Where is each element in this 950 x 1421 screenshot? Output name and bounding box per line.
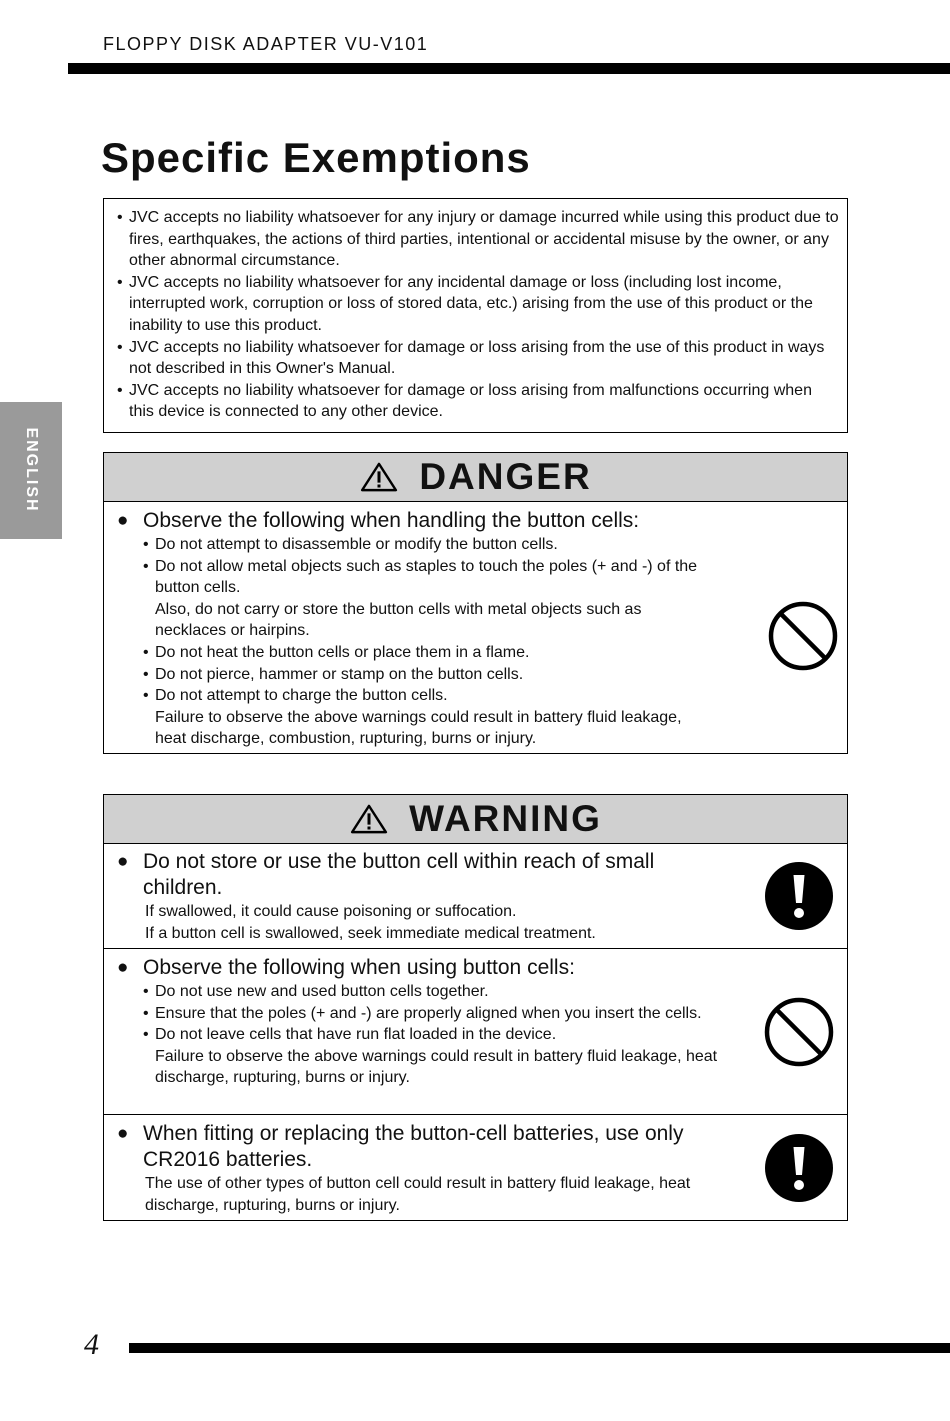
warning-item-text: Ensure that the poles (+ and -) are properly aligned when you insert the cells.: [155, 1004, 702, 1022]
exemption-text: JVC accepts no liability whatsoever for any incidental damage or loss (including lost income, interrupted work, corruption or loss of stored data, etc.) arising from the use of this product or the inability to use this product.: [129, 273, 813, 334]
danger-item-text: Do not heat the button cells or place them in a flame.: [155, 643, 530, 661]
exemptions-box: [103, 198, 848, 433]
warning-lead-text: Observe the following when using button cells:: [143, 956, 575, 979]
header-rule: [68, 63, 950, 74]
warning-section: [104, 844, 847, 948]
exemption-text: JVC accepts no liability whatsoever for any injury or damage incurred while using this product due to fires, earthquakes, the actions of third parties, intentional or accidental misuse by the owner, or any other abnormal circumstance.: [129, 209, 839, 270]
danger-item-text: Do not allow metal objects such as staples to touch the poles (+ and -) of the button cells.: [155, 557, 698, 597]
warning-note: If a button cell is swallowed, seek immediate medical treatment.: [145, 924, 596, 942]
danger-lead-text: Observe the following when handling the button cells:: [143, 509, 640, 532]
warning-lead: ● When fitting or replacing the button-cell batteries, use only CR2016 batteries.: [117, 1121, 722, 1173]
danger-item-text: Do not attempt to charge the button cells.: [155, 687, 448, 705]
danger-item-text: Do not pierce, hammer or stamp on the button cells.: [155, 665, 524, 683]
warning-lead: ● Observe the following when using button cells:: [117, 955, 722, 981]
danger-heading-band: [104, 453, 847, 502]
warning-lead: ● Do not store or use the button cell within reach of small children.: [117, 849, 722, 901]
warning-footer-note-text: Failure to observe the above warnings could result in battery fluid leakage, heat discharge, rupturing, burns or injury.: [155, 1047, 718, 1087]
warning-item-text: Do not use new and used button cells together.: [155, 983, 489, 1000]
warning-item: • Do not use new and used button cells together.: [143, 983, 489, 1000]
exemption-item: • JVC accepts no liability whatsoever for damage or loss arising from the use of this product in ways not described in this Owner's Manual.: [117, 338, 825, 378]
mandatory-action-icon: [764, 861, 834, 931]
danger-heading: DANGER: [419, 456, 592, 497]
warning-triangle-icon: [359, 462, 399, 492]
prohibition-icon: [764, 997, 834, 1067]
warning-item: • Ensure that the poles (+ and -) are properly aligned when you insert the cells.: [143, 1004, 702, 1022]
danger-item: • Do not attempt to charge the button cells.: [143, 687, 448, 705]
language-side-tab-label: ENGLISH: [23, 427, 40, 513]
danger-item-note-text: Also, do not carry or store the button cells with metal objects such as necklaces or hairpins.: [155, 600, 642, 640]
danger-item-text: Do not attempt to disassemble or modify the button cells.: [155, 536, 558, 553]
warning-item: • Do not leave cells that have run flat loaded in the device.: [143, 1026, 557, 1044]
danger-item-note: [143, 599, 717, 642]
danger-item: • Do not heat the button cells or place them in a flame.: [143, 643, 530, 661]
warning-item-text: Do not leave cells that have run flat loaded in the device.: [155, 1026, 557, 1044]
warning-triangle-icon: [349, 804, 389, 834]
exemption-item: • JVC accepts no liability whatsoever for damage or loss arising from malfunctions occurring when this device is connected to any other device.: [117, 381, 812, 421]
language-side-tab: [0, 402, 62, 539]
danger-item: • Do not allow metal objects such as staples to touch the poles (+ and -) of the button cells.: [143, 557, 698, 597]
danger-box: [103, 452, 848, 754]
footer-rule: [129, 1343, 950, 1353]
mandatory-action-icon: [764, 1133, 834, 1203]
running-header: FLOPPY DISK ADAPTER VU-V101: [103, 34, 429, 54]
danger-item: • Do not pierce, hammer or stamp on the button cells.: [143, 665, 524, 683]
exemption-item: • JVC accepts no liability whatsoever for any incidental damage or loss (including lost income, interrupted work, corruption or loss of stored data, etc.) arising from the use of this product or the inability to use this product.: [117, 273, 813, 334]
warning-note: The use of other types of button cell could result in battery fluid leakage, heat discharge, rupturing, burns or injury.: [145, 1175, 691, 1214]
warning-lead-text: Do not store or use the button cell within reach of small children.: [143, 850, 655, 899]
warning-heading: WARNING: [409, 798, 602, 839]
exemption-text: JVC accepts no liability whatsoever for damage or loss arising from the use of this product in ways not described in this Owner's Manual.: [129, 338, 825, 378]
warning-section: [104, 1114, 847, 1221]
exemption-item: • JVC accepts no liability whatsoever for any injury or damage incurred while using this product due to fires, earthquakes, the actions of third parties, intentional or accidental misuse by the owner, or any other abnormal circumstance.: [117, 209, 839, 270]
danger-section: [104, 502, 847, 753]
page-number: 4: [84, 1328, 99, 1361]
danger-footer-note: [143, 707, 717, 750]
page-title: Specific Exemptions: [101, 134, 531, 181]
exemption-text: JVC accepts no liability whatsoever for damage or loss arising from malfunctions occurring when this device is connected to any other device.: [129, 381, 812, 421]
warning-box: [103, 794, 848, 1221]
danger-item: • Do not attempt to disassemble or modify the button cells.: [143, 536, 558, 553]
warning-note: If swallowed, it could cause poisoning or suffocation.: [145, 903, 517, 920]
danger-lead: ● Observe the following when handling the button cells:: [117, 508, 717, 534]
warning-section: [104, 948, 847, 1114]
warning-heading-band: [104, 795, 847, 844]
prohibition-icon: [768, 601, 838, 671]
danger-footer-note-text: Failure to observe the above warnings could result in battery fluid leakage, heat discharge, combustion, rupturing, burns or injury.: [155, 708, 682, 748]
warning-lead-text: When fitting or replacing the button-cell batteries, use only CR2016 batteries.: [143, 1122, 684, 1171]
warning-footer-note: [143, 1046, 722, 1089]
